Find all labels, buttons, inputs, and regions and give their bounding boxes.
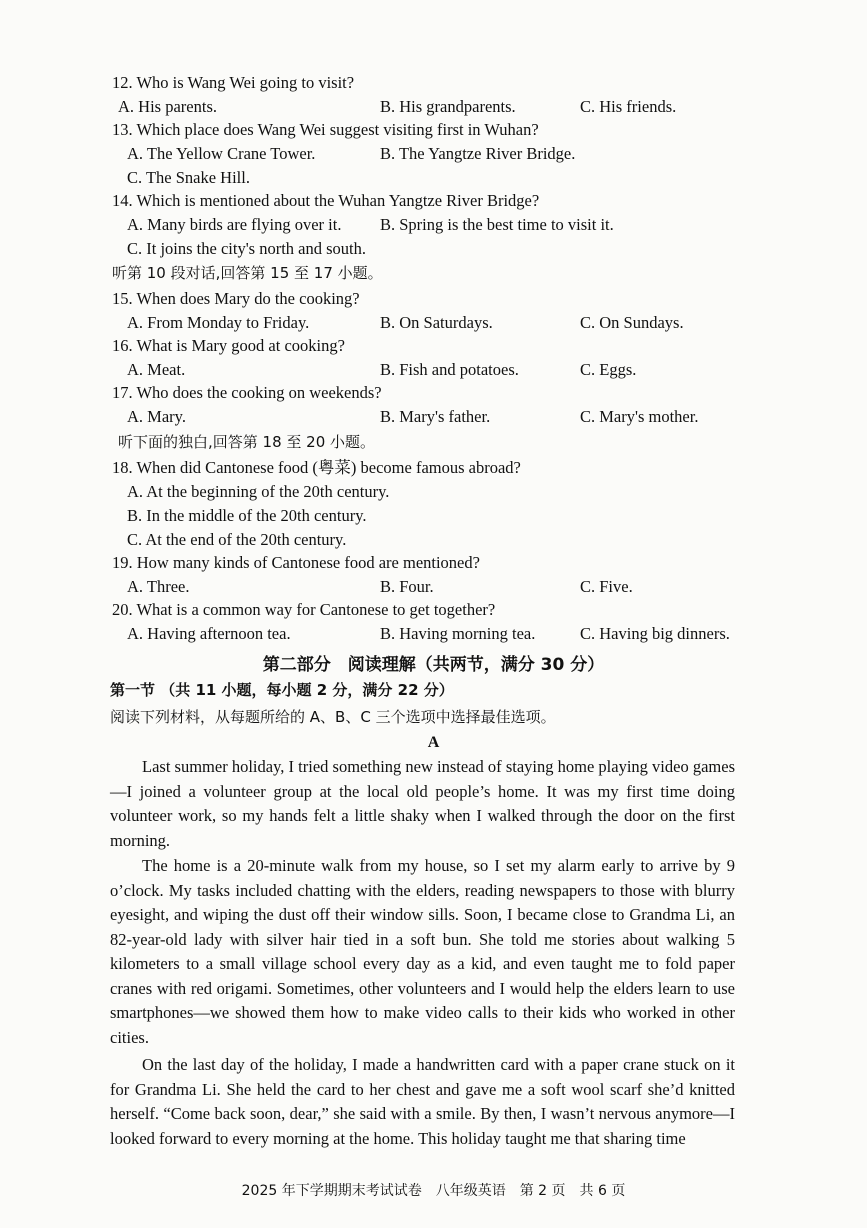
passage-letter: A [427,734,440,751]
question-stem: 14. Which is mentioned about the Wuhan Yangtze River Bridge? [112,191,540,210]
option-b: B. Mary's father. [380,407,491,426]
option-b: B. Spring is the best time to visit it. [380,215,614,234]
option-a: A. At the beginning of the 20th century. [127,482,390,501]
option-a: A. Three. [127,577,190,596]
question-stem: 12. Who is Wang Wei going to visit? [112,73,355,92]
option-a: A. From Monday to Friday. [127,313,310,332]
listening-instruction: 听第 10 段对话,回答第 15 至 17 小题。 [112,264,383,282]
option-b: B. On Saturdays. [380,313,493,332]
option-b: B. In the middle of the 20th century. [127,506,367,525]
option-c: C. At the end of the 20th century. [127,530,347,549]
option-b: B. His grandparents. [380,97,516,116]
question-stem: 17. Who does the cooking on weekends? [112,383,382,402]
section-heading: 第一节 （共 11 小题，每小题 2 分，满分 22 分） [110,681,454,699]
question-stem: 15. When does Mary do the cooking? [112,289,360,308]
option-a: A. Having afternoon tea. [127,624,291,643]
question-stem: 13. Which place does Wang Wei suggest visiting first in Wuhan? [112,120,539,139]
option-b: B. Having morning tea. [380,624,536,643]
option-a: A. Mary. [127,407,186,426]
question-stem: 19. How many kinds of Cantonese food are mentioned? [112,553,480,572]
option-b: B. Four. [380,577,434,596]
option-a: A. The Yellow Crane Tower. [127,144,316,163]
option-b: B. The Yangtze River Bridge. [380,144,576,163]
question-stem: 16. What is Mary good at cooking? [112,336,345,355]
question-stem: 20. What is a common way for Cantonese to get together? [112,600,496,619]
option-c: C. Mary's mother. [580,407,699,426]
option-a: A. Many birds are flying over it. [127,215,342,234]
option-c: C. On Sundays. [580,313,684,332]
listening-instruction: 听下面的独白,回答第 18 至 20 小题。 [118,433,376,451]
question-stem: 18. When did Cantonese food (粤菜) become famous abroad? [112,458,521,477]
reading-directions: 阅读下列材料，从每题所给的 A、B、C 三个选项中选择最佳选项。 [110,708,556,726]
part-title: 第二部分 阅读理解（共两节，满分 30 分） [262,655,605,675]
option-c: C. Five. [580,577,633,596]
option-c: C. It joins the city's north and south. [127,239,367,258]
passage-paragraph: The home is a 20-minute walk from my house, so I set my alarm early to arrive by 9 o’clock. My tasks included chatting with the elders, reading newspapers to those with blurry eyesight, and wiping the dust off their window sills. Soon, I became close to Grandma Li, an 82-year-old lady with silver hair tied in a soft bun. She told me stories about walking 5 kilometers to a small village school every day as a kid, and even taught me to fold paper cranes with red origami. Sometimes, other volunteers and I would help the elders learn to use smartphones—we showed them how to make video calls to their kids who worked in other cities. [110,856,735,1047]
option-b: B. Fish and potatoes. [380,360,519,379]
option-c: C. Eggs. [580,360,637,379]
option-c: C. His friends. [580,97,677,116]
passage-paragraph: On the last day of the holiday, I made a handwritten card with a paper crane stuck on it for Grandma Li. She held the card to her chest and gave me a soft wool scarf she’d knitted herself. “Come back soon, dear,” she said with a smile. By then, I wasn’t nervous anymore—I looked forward to every morning at the home. This holiday taught me that sharing time [110,1055,735,1148]
option-a: A. Meat. [127,360,186,379]
page-footer: 2025 年下学期期末考试试卷 八年级英语 第 2 页 共 6 页 [241,1183,626,1199]
option-c: C. The Snake Hill. [127,168,250,187]
option-c: C. Having big dinners. [580,624,730,643]
option-a: A. His parents. [118,97,217,116]
passage-paragraph: Last summer holiday, I tried something new instead of staying home playing video games—I joined a volunteer group at the local old people’s home. It was my first time doing volunteer work, so my hands felt a little shaky when I walked through the door on the first morning. [110,757,735,850]
